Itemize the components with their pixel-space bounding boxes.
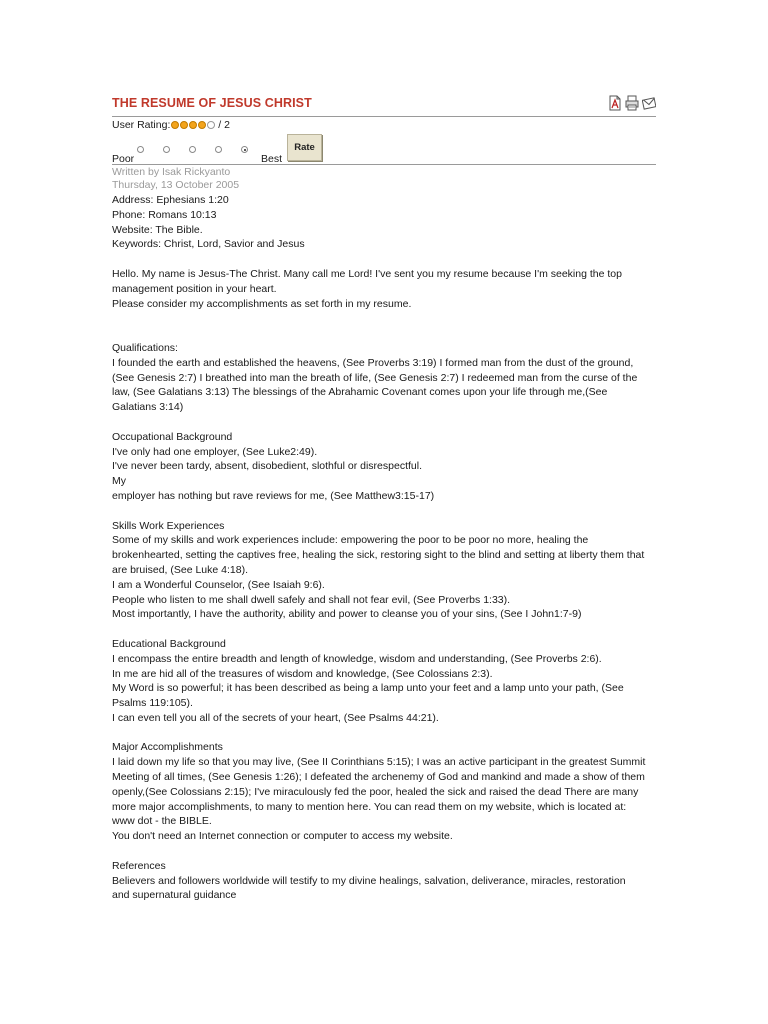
rating-label: User Rating: bbox=[112, 119, 171, 131]
text-line: My bbox=[112, 475, 126, 488]
text-line: are bruised, (See Luke 4:18). bbox=[112, 563, 248, 576]
text-line: Hello. My name is Jesus-The Christ. Many call me Lord! I've sent you my resume because I'm seeking the top bbox=[112, 267, 622, 280]
text-line: I laid down my life so that you may live, (See II Corinthians 5:15); I was an active participant in the greatest Summit bbox=[112, 756, 646, 769]
text-line: (See Genesis 2:7) I breathed into man the breath of life, (See Genesis 2:7) I redeemed man from the curse of the bbox=[112, 371, 638, 384]
text-line: Some of my skills and work experiences include: empowering the poor to be poor no more, healing the bbox=[112, 534, 589, 547]
text-line: Address: Ephesians 1:20 bbox=[112, 194, 229, 206]
star-filled-icon bbox=[180, 121, 188, 129]
title-row bbox=[112, 96, 656, 117]
vote-radio-4[interactable] bbox=[215, 146, 222, 153]
text-line: People who listen to me shall dwell safely and shall not fear evil, (See Proverbs 1:33). bbox=[112, 593, 511, 606]
article-body bbox=[112, 193, 656, 903]
star-filled-icon bbox=[171, 121, 179, 129]
text-line: I've only had one employer, (See Luke2:49). bbox=[112, 445, 318, 458]
blank-line bbox=[112, 326, 656, 341]
text-line: I am a Wonderful Counselor, (See Isaiah 9:6). bbox=[112, 578, 325, 591]
text-line: Galatians 3:14) bbox=[112, 401, 184, 414]
text-line: Major Accomplishments bbox=[112, 741, 223, 754]
poor-label: Poor bbox=[112, 153, 135, 165]
rate-button[interactable]: Rate bbox=[287, 134, 322, 161]
text-line: www dot - the BIBLE. bbox=[112, 815, 212, 828]
rating-votes: / 2 bbox=[218, 119, 230, 131]
blank-line bbox=[112, 622, 656, 637]
blank-line bbox=[112, 844, 656, 859]
text-line: Meeting of all times, (See Genesis 1:26); I defeated the archenemy of God and mankind and made a show of them bbox=[112, 771, 645, 784]
text-line: In me are hid all of the treasures of wisdom and knowledge, (See Colossians 2:3). bbox=[112, 667, 493, 680]
text-line: My Word is so powerful; it has been described as being a lamp unto your feet and a lamp unto your path, (See bbox=[112, 682, 624, 695]
text-line: more major accomplishments, to many to mention here. You can read them on my website, which is located at: bbox=[112, 800, 627, 813]
blank-line bbox=[112, 415, 656, 430]
blank-line bbox=[112, 311, 656, 326]
email-icon[interactable] bbox=[642, 95, 656, 111]
text-line: I can even tell you all of the secrets of your heart, (See Psalms 44:21). bbox=[112, 711, 439, 724]
print-icon[interactable] bbox=[625, 95, 639, 111]
best-label: Best bbox=[261, 153, 283, 165]
text-line: References bbox=[112, 859, 166, 872]
text-line: I founded the earth and established the heavens, (See Proverbs 3:19) I formed man from the dust of the ground, bbox=[112, 356, 634, 369]
star-filled-icon bbox=[198, 121, 206, 129]
text-line: employer has nothing but rave reviews for me, (See Matthew3:15-17) bbox=[112, 489, 435, 502]
text-line: Website: The Bible. bbox=[112, 223, 203, 236]
publish-date: Thursday, 13 October 2005 bbox=[112, 179, 240, 191]
text-line: law, (See Galatians 3:13) The blessings of the Abrahamic Covenant comes upon your life through me,(See bbox=[112, 386, 608, 399]
text-line: Occupational Background bbox=[112, 430, 233, 443]
blank-line bbox=[112, 726, 656, 741]
blank-line bbox=[112, 504, 656, 519]
text-line: Please consider my accomplishments as set forth in my resume. bbox=[112, 297, 412, 310]
vote-radio-1[interactable] bbox=[137, 146, 144, 153]
text-line: Phone: Romans 10:13 bbox=[112, 208, 217, 221]
rating-stars bbox=[171, 121, 215, 129]
text-line: I've never been tardy, absent, disobedient, slothful or disrespectful. bbox=[112, 460, 422, 473]
text-line: brokenhearted, setting the captives free, healing the sick, restoring sight to the blind and setting at liberty them that bbox=[112, 549, 645, 562]
text-line: Skills Work Experiences bbox=[112, 519, 225, 532]
pdf-icon[interactable] bbox=[608, 95, 622, 111]
text-line: Keywords: Christ, Lord, Savior and Jesus bbox=[112, 238, 305, 251]
vote-form bbox=[112, 132, 656, 165]
page-title: THE RESUME OF JESUS CHRIST bbox=[112, 96, 312, 110]
text-line: Psalms 119:105). bbox=[112, 697, 193, 710]
vote-radio-5[interactable] bbox=[241, 146, 248, 153]
text-line: Most importantly, I have the authority, ability and power to cleanse you of your sins, (See I John1:7-9) bbox=[112, 608, 582, 621]
text-line: openly,(See Colossians 2:15); I've miraculously fed the poor, healed the sick and raised the dead There are many bbox=[112, 785, 639, 798]
blank-line bbox=[112, 252, 656, 267]
article bbox=[112, 96, 656, 903]
article-meta bbox=[112, 166, 656, 192]
star-filled-icon bbox=[189, 121, 197, 129]
vote-radio-3[interactable] bbox=[189, 146, 196, 153]
user-rating bbox=[112, 119, 656, 132]
text-line: and supernatural guidance bbox=[112, 889, 237, 902]
text-line: Believers and followers worldwide will testify to my divine healings, salvation, deliverance, miracles, restoration bbox=[112, 874, 626, 887]
text-line: Qualifications: bbox=[112, 341, 178, 354]
vote-radio-2[interactable] bbox=[163, 146, 170, 153]
text-line: management position in your heart. bbox=[112, 282, 277, 295]
text-line: Educational Background bbox=[112, 637, 226, 650]
text-line: I encompass the entire breadth and length of knowledge, wisdom and understanding, (See Proverbs 2:6). bbox=[112, 652, 602, 665]
article-tools bbox=[608, 95, 656, 111]
star-empty-icon bbox=[207, 121, 215, 129]
text-line: You don't need an Internet connection or computer to access my website. bbox=[112, 830, 453, 843]
author: Written by Isak Rickyanto bbox=[112, 166, 231, 178]
